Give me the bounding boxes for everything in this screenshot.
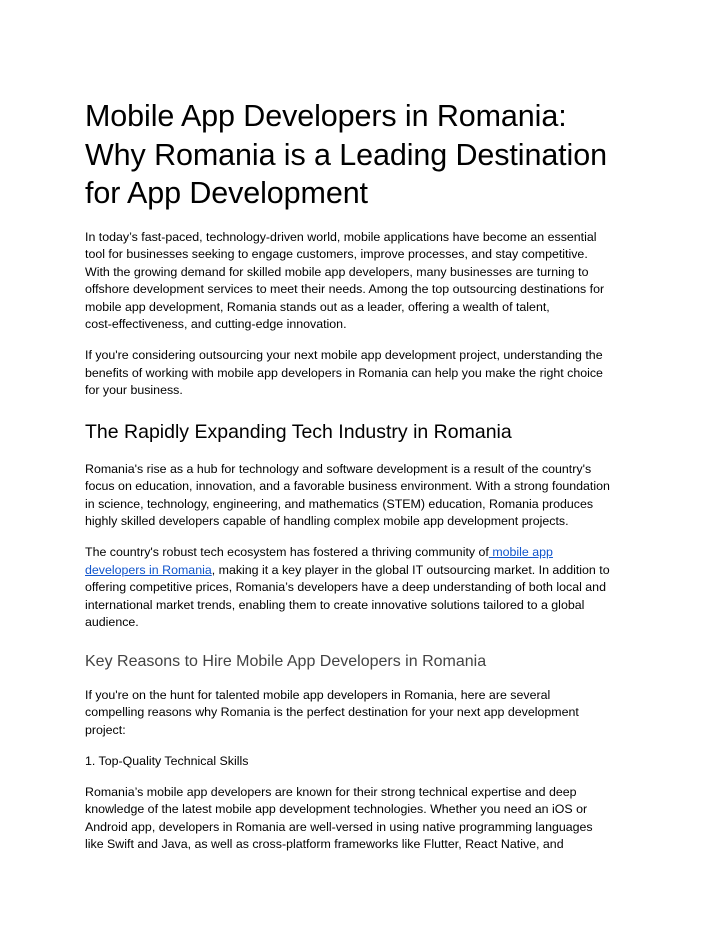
intro-paragraph-1: In today’s fast-paced, technology-driven world, mobile applications have become an essential tool for businesses seeking to engage customers, improve processes, and stay competitive. With the growing demand for skilled mobile app developers, many businesses are turning to offshore development services to meet their needs. Among the top outsourcing destinations for mobile app development, Romania stands out as a leader, offering a wealth of talent, cost-effectiveness, and cutting-edge innovation. [85, 229, 605, 331]
document-page [85, 97, 640, 854]
mobile-app-developers-link[interactable]: mobile app developers in Romania [85, 545, 553, 577]
tech-industry-paragraph-1: Romania's rise as a hub for technology and software development is a result of the country's focus on education, innovation, and a favorable business environment. With a strong foundation in science, technology, engineering, and mathematics (STEM) education, Romania produces highly skilled developers capable of handling complex mobile app development projects. [85, 461, 610, 528]
section-heading-key-reasons: Key Reasons to Hire Mobile App Developers in Romania [85, 652, 487, 670]
tech-industry-paragraph-2 [85, 544, 640, 632]
document-title: Mobile App Developers in Romania: Why Romania is a Leading Destination for App Development [85, 99, 607, 210]
paragraph-text: , making it a key player in the global IT outsourcing market. In addition to offering competitive prices, Romania’s developers have a deep understanding of both local and international market trends, enabling them to create innovative solutions tailored to a global audience. [85, 562, 610, 629]
section-heading-tech-industry: The Rapidly Expanding Tech Industry in Romania [85, 420, 512, 443]
intro-paragraph-2: If you're considering outsourcing your next mobile app development project, understanding the benefits of working with mobile app developers in Romania can help you make the right choice for your business. [85, 348, 603, 397]
paragraph-text: The country's robust tech ecosystem has fostered a thriving community of [85, 545, 489, 559]
key-reasons-paragraph-1: If you're on the hunt for talented mobile app developers in Romania, here are several compelling reasons why Romania is the perfect destination for your next app development project: [85, 687, 579, 737]
reason-1-title: 1. Top-Quality Technical Skills [85, 753, 249, 768]
reason-1-paragraph: Romania’s mobile app developers are known for their strong technical expertise and deep knowledge of the latest mobile app development technologies. Whether you need an iOS or Android app, developers in Romania are well-versed in using native programming languages like Swift and Java, as well as cross-platform frameworks like Flutter, React Native, and [85, 784, 593, 851]
